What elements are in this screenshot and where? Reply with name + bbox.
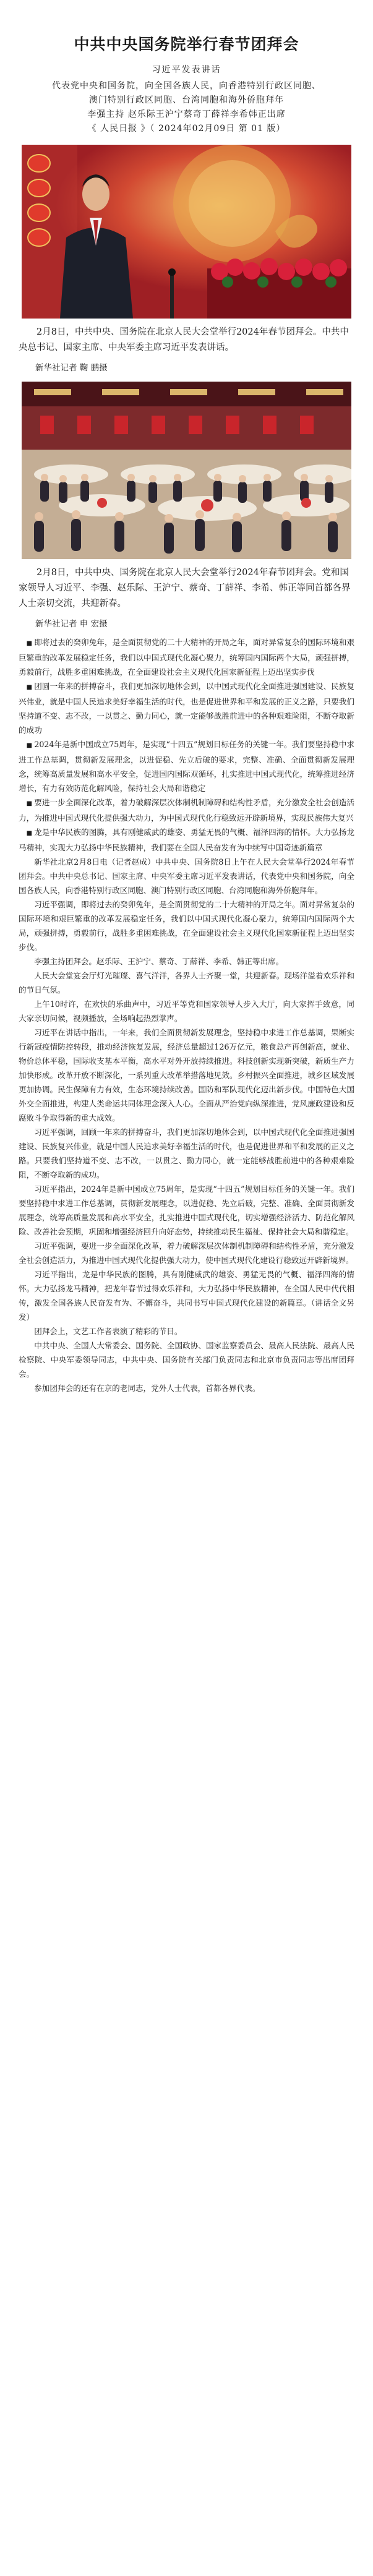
body-paragraph: 习近平强调，回顾一年来的拼搏奋斗，我们更加深切地体会到，以中国式现代化全面推进强国建设、民族复兴伟业，就是中国人民追求美好幸福生活的时代，也是促进世界和平和发展的正义之路。只要我们坚持道不变、志不改，一以贯之、勤力同心，就一定能够战胜前进中的各种艰难险阻，不断夺取新的成功。 — [19, 1128, 354, 1179]
photo1-drawing — [22, 145, 351, 319]
summary-bullet: ■ 2024年是新中国成立75周年，是实现“十四五”规划目标任务的关键一年。我们要坚持稳中求进工作总基调，贯彻新发展理念，以进促稳、先立后破的要求，完整、准确、全面贯彻新发展理念，统筹高质量发展和高水平安全，促进国内国际双循环，扎实推进中国式现代化，统筹推进经济增长，有力有效防范化解风险，保持社会大局和谐稳定 — [19, 737, 354, 795]
photo-caption: 2月8日，中共中央、国务院在北京人民大会堂举行2024年春节团拜会。中共中央总书记、国家主席、中央军委主席习近平发表讲话。 — [19, 327, 349, 353]
article-headline-block — [19, 79, 354, 136]
body-paragraph: 参加团拜会的还有在京的老同志，党外人士代表，首都各界代表。 — [34, 1384, 260, 1393]
headline-line: 澳门特别行政区同胞、台湾同胞和海外侨胞拜年 — [89, 95, 284, 105]
headline-line: 李强主持 赵乐际王沪宁蔡奇丁薛祥李希韩正出席 — [87, 109, 286, 119]
summary-bullet: ■ 龙是中华民族的图腾，具有刚健威武的雄姿、勇猛无畏的气概、福泽四海的情怀。大力弘扬龙马精神，实现大力弘扬中华民族精神，我们要在全国人民奋发有为中续写中国奇迹新篇章 — [19, 825, 354, 855]
body-paragraph: 习近平在讲话中指出，一年来，我们全面贯彻新发展理念，坚持稳中求进工作总基调，果断实行新冠疫情防控转段，推动经济恢复发展，经济总量超过126万亿元，粮食总产再创新高，就业、物价总体平稳，国际收支基本平衡，高水平对外开放持续推进。科技创新实现新突破，新质生产力加快形成。改革开放不断深化，一系列重大改革举措落地见效。乡村振兴全面推进，城乡区域发展更加协调。民生保障有力有效，生态环境持续改善。国防和军队现代化迈出新步伐。中国特色大国外交全面推进，构建人类命运共同体理念深入人心。全面从严治党向纵深推进，党风廉政建设和反腐败斗争取得新的重大成效。 — [19, 1028, 354, 1123]
summary-bullet: ■ 团圆一年来的拼搏奋斗，我们更加深切地体会到，以中国式现代化全面推进强国建设、民族复兴伟业，就是中国人民追求美好幸福生活的时代，也是促进世界和平和发展的正义之路，只要我们坚持道不变、志不改，一以贯之、勤力同心，就一定能够战胜前进中的各种艰难险阻，不断夺取新的成功 — [19, 679, 354, 737]
body-paragraph: 习近平指出，龙是中华民族的图腾，具有刚健威武的雄姿、勇猛无畏的气概、福泽四海的情怀。大力弘扬龙马精神，把龙年春节过得欢乐祥和，大力弘扬中华民族精神，在全国人民中代代相传，激发全国各族人民奋发有为、不懈奋斗，共同书写中国式现代化建设的新篇章。（讲话全文另发） — [19, 1270, 354, 1322]
article-body — [19, 635, 354, 1395]
source-line: 《 人民日报 》（ 2024年02月09日 第 01 版） — [87, 124, 286, 134]
article-title: 中共中央国务院举行春节团拜会 — [74, 35, 299, 53]
headline-line: 代表党中央和国务院，向全国各族人民，向香港特别行政区同胞、 — [52, 81, 321, 91]
photo-byline: 新华社记者 鞠 鹏摄 — [35, 363, 108, 373]
banquet-hall-photo — [22, 382, 351, 559]
body-paragraph: 中共中央、全国人大常委会、国务院、全国政协、国家监察委员会、最高人民法院、最高人民检察院、中央军委领导同志，中共中央、国务院有关部门负责同志和北京市负责同志等出席团拜会。 — [19, 1341, 354, 1379]
body-paragraph: 李强主持团拜会。赵乐际、王沪宁、蔡奇、丁薛祥、李希、韩正等出席。 — [34, 957, 284, 966]
body-paragraph: 上午10时许，在欢快的乐曲声中，习近平等党和国家领导人步入大厅，向大家挥手致意，同大家亲切问候，视频播放，全场响起热烈掌声。 — [19, 999, 354, 1023]
body-paragraph: 新华社北京2月8日电（记者赵成）中共中央、国务院8日上午在人民大会堂举行2024年春节团拜会。中共中央总书记、国家主席、中央军委主席习近平发表讲话，代表党中央和国务院，向全国各族人民，向香港特别行政区同胞、澳门特别行政区同胞、台湾同胞和海外侨胞拜年。 — [19, 857, 354, 895]
body-paragraph: 团拜会上，文艺工作者表演了精彩的节目。 — [34, 1327, 182, 1336]
photo-caption: 2月8日，中共中央、国务院在北京人民大会堂举行2024年春节团拜会。党和国家领导人习近平、李强、赵乐际、王沪宁、蔡奇、丁薛祥、李希、韩正等同首都各界人士亲切交流，共迎新春。 — [19, 568, 351, 609]
body-paragraph: 习近平指出，2024年是新中国成立75周年，是实现“十四五”规划目标任务的关键一年。我们要坚持稳中求进工作总基调，贯彻新发展理念，以进促稳、先立后破，完整、准确、全面贯彻新发展理念，统筹高质量发展和高水平安全，扎实推进中国式现代化，切实增强经济活力、防范化解风险、改善社会预期，巩固和增强经济回升向好态势，持续推动民生福祉、保持社会大局和谐稳定。 — [19, 1184, 354, 1236]
summary-bullet: ■ 要进一步全面深化改革，着力破解深层次体制机制障碍和结构性矛盾，充分激发全社会创造活力，为推进中国式现代化提供强大动力，为中国式现代化行稳致远开辟新境界，实现民族伟大复兴 — [19, 795, 354, 825]
article-subtitle: 习近平发表讲话 — [152, 65, 221, 75]
body-paragraph: 人民大会堂宴会厅灯光璀璨、喜气洋洋，各界人士齐聚一堂，共迎新春。现场洋溢着欢乐祥和的节日气氛。 — [19, 971, 354, 995]
body-paragraph: 习近平强调，即将过去的癸卯兔年，是全面贯彻党的二十大精神的开局之年。面对异常复杂的国际环境和艰巨繁重的改革发展稳定任务，我们以中国式现代化凝心聚力，统筹国内国际两个大局，顽强拼搏，勇毅前行，战胜多重困难挑战，在全面建设社会主义现代化国家新征程上迈出坚实步伐。 — [19, 900, 354, 952]
photo-byline: 新华社记者 申 宏摄 — [35, 619, 108, 629]
summary-bullet: ■ 即将过去的癸卯兔年，是全面贯彻党的二十大精神的开局之年，面对异常复杂的国际环境和艰巨繁重的改革发展稳定任务，我们以中国式现代化凝心聚力，统筹国内国际两个大局，顽强拼搏，勇毅前行，战胜多重困难挑战，在全面建设社会主义现代化国家新征程上迈出坚实步伐 — [19, 635, 354, 679]
photo2-drawing — [22, 382, 351, 559]
leader-speech-photo — [22, 145, 351, 319]
body-paragraph: 习近平强调，要进一步全面深化改革，着力破解深层次体制机制障碍和结构性矛盾，充分激发全社会创造活力，为推进中国式现代化提供强大动力，使中国式现代化建设行稳致远开辟新境界。 — [19, 1241, 354, 1265]
